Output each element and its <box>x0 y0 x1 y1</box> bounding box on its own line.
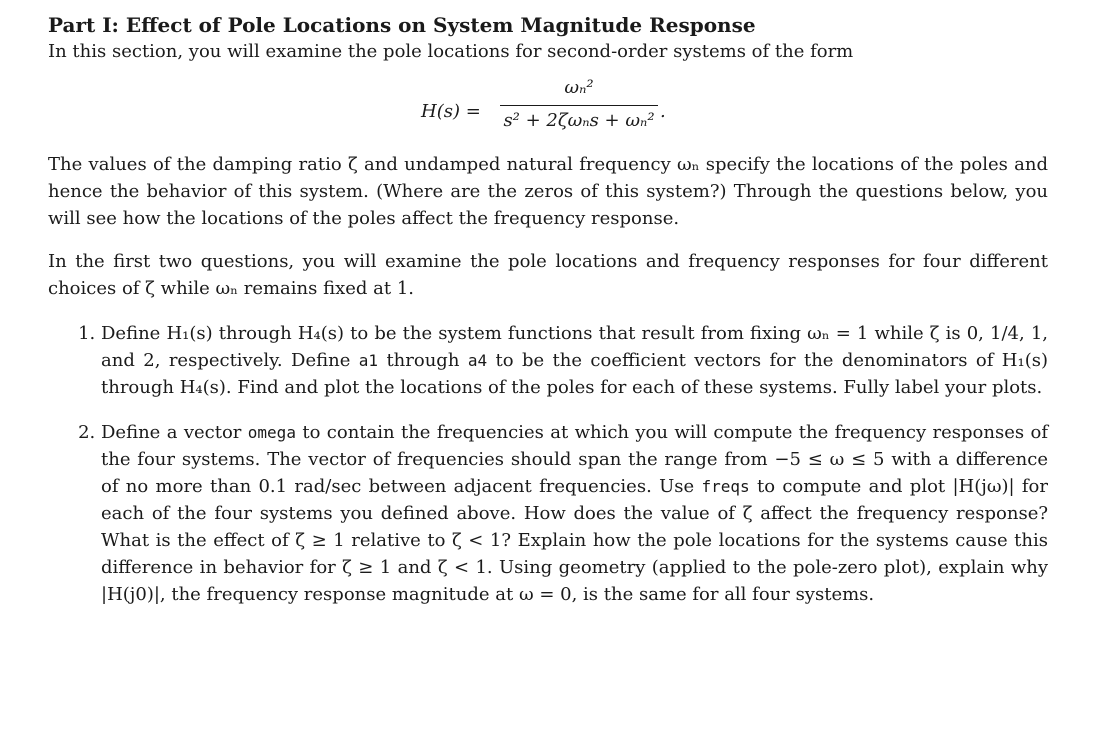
question-2 <box>101 419 1048 608</box>
equation-lhs: H(s) = <box>421 101 481 122</box>
code-omega: omega <box>247 423 296 442</box>
question-1-text-c: to be the coefficient vectors for the denominators of H₁(s) through H₄(s). Find and plot the locations of the poles for each of these systems. Fully label your plots. <box>101 350 1048 398</box>
intro-paragraph: In this section, you will examine the pole locations for second-order systems of the form <box>48 41 854 62</box>
question-1 <box>101 320 1048 401</box>
question-2-text-a: Define a vector <box>101 422 248 443</box>
code-a1: a1 <box>358 351 379 370</box>
fraction-bar <box>500 105 658 106</box>
equation-numerator: ωₙ² <box>564 77 594 98</box>
equation-fraction <box>500 73 658 134</box>
question-1-text-a: Define H₁(s) through H₄(s) to be the system functions that result from fixing ωₙ = 1 while ζ is 0, 1/4, 1, and 2, respectively. Define <box>101 323 1048 371</box>
spacer <box>48 232 1048 248</box>
equation-denominator: s² + 2ζωₙs + ωₙ² <box>503 110 655 131</box>
code-a4: a4 <box>467 351 488 370</box>
question-2-text-b: to contain the frequencies at which you will compute the frequency responses of the four systems. The vector of frequencies should span the range from −5 ≤ ω ≤ 5 with a difference of no more than 0.1 rad/sec between adjacent frequencies. Use <box>101 422 1048 497</box>
damping-paragraph: The values of the damping ratio ζ and undamped natural frequency ωₙ specify the locations of the poles and hence the behavior of this system. (Where are the zeros of this system?) Through the questions below, you will see how the locations of the poles affect the frequency response. <box>48 154 1048 229</box>
code-freqs: freqs <box>701 477 750 496</box>
document-page <box>48 12 1048 608</box>
question-2-text-c: to compute and plot |H(jω)| for each of the four systems you defined above. How does the value of ζ affect the frequency response? What is the effect of ζ ≥ 1 relative to ζ < 1? Explain how the pole locations for the systems cause this difference in behavior for ζ ≥ 1 and ζ < 1. Using geometry (applied to the pole-zero plot), explain why |H(j0)|, the frequency response magnitude at ω = 0, is the same for all four systems. <box>101 476 1048 605</box>
spacer <box>48 302 1048 320</box>
setup-paragraph: In the first two questions, you will examine the pole locations and frequency responses for four different choices of ζ while ωₙ remains fixed at 1. <box>48 251 1048 299</box>
transfer-function-equation <box>48 65 1048 151</box>
question-1-text-b: through <box>378 350 468 371</box>
question-list <box>48 320 1048 608</box>
equation-period: . <box>660 101 666 122</box>
section-title: Part I: Effect of Pole Locations on System Magnitude Response <box>48 13 756 37</box>
